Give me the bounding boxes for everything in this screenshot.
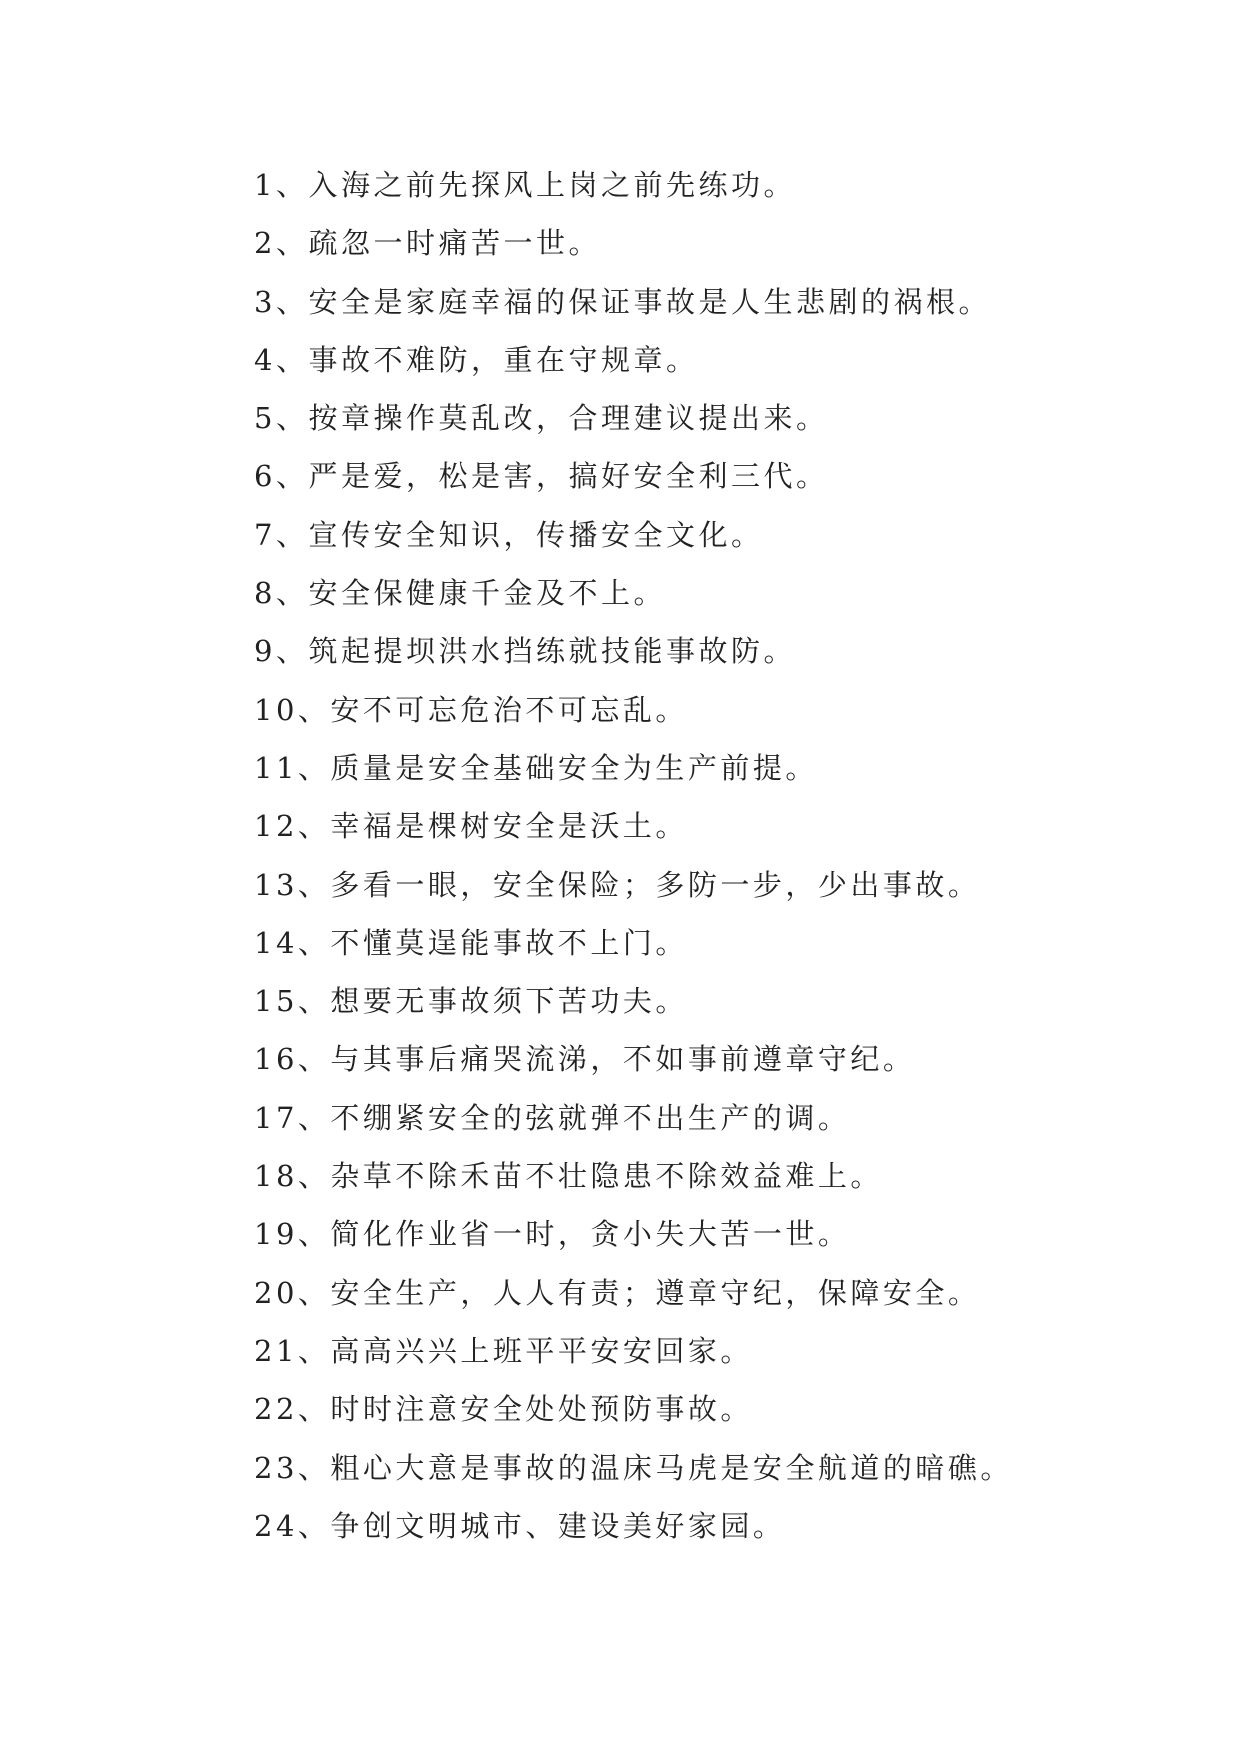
slogan-item: 19、简化作业省一时，贪小失大苦一世。	[254, 1217, 851, 1252]
slogan-item: 1、入海之前先探风上岗之前先练功。	[254, 168, 796, 202]
slogan-item: 15、想要无事故须下苦功夫。	[254, 984, 688, 1019]
slogan-item: 20、安全生产，人人有责；遵章守纪，保障安全。	[254, 1275, 981, 1310]
slogan-item: 2、疏忽一时痛苦一世。	[254, 226, 601, 261]
slogan-item: 22、时时注意安全处处预防事故。	[254, 1392, 753, 1427]
slogan-item: 23、粗心大意是事故的温床马虎是安全航道的暗礁。	[254, 1450, 1013, 1485]
slogan-item: 9、筑起提坝洪水挡练就技能事故防。	[254, 634, 796, 669]
slogan-item: 14、不懂莫逞能事故不上门。	[254, 925, 688, 960]
slogan-item: 24、争创文明城市、建设美好家园。	[254, 1508, 786, 1543]
slogan-item: 4、事故不难防，重在守规章。	[254, 342, 699, 377]
slogan-item: 3、安全是家庭幸福的保证事故是人生悲剧的祸根。	[254, 284, 991, 319]
slogan-item: 21、高高兴兴上班平平安安回家。	[254, 1333, 753, 1368]
slogan-item: 11、质量是安全基础安全为生产前提。	[254, 750, 818, 785]
slogan-item: 18、杂草不除禾苗不壮隐患不除效益难上。	[254, 1159, 883, 1194]
slogan-list	[254, 156, 1013, 1555]
slogan-item: 17、不绷紧安全的弦就弹不出生产的调。	[254, 1100, 851, 1135]
slogan-item: 12、幸福是棵树安全是沃土。	[254, 809, 688, 844]
slogan-item: 13、多看一眼，安全保险；多防一步，少出事故。	[254, 867, 981, 902]
slogan-item: 6、严是爱，松是害，搞好安全利三代。	[254, 459, 829, 494]
slogan-item: 8、安全保健康千金及不上。	[254, 576, 666, 611]
slogan-item: 16、与其事后痛哭流涕，不如事前遵章守纪。	[254, 1042, 916, 1077]
slogan-item: 7、宣传安全知识，传播安全文化。	[254, 517, 764, 552]
slogan-item: 10、安不可忘危治不可忘乱。	[254, 692, 688, 727]
slogan-item: 5、按章操作莫乱改，合理建议提出来。	[254, 401, 829, 436]
